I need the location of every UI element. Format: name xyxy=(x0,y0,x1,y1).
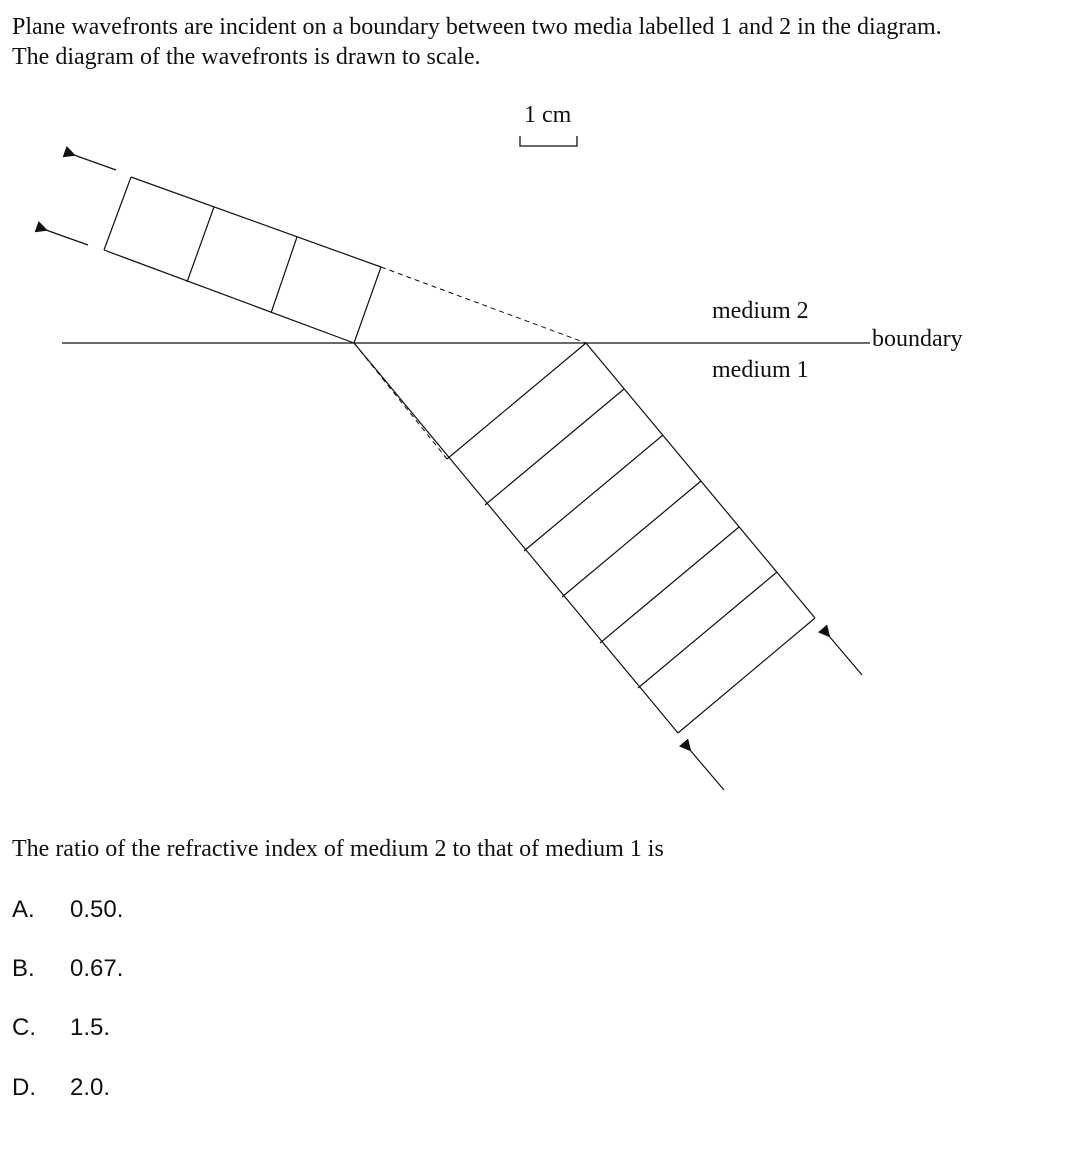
refracted-ray-upper xyxy=(131,177,381,267)
intro-line-2: The diagram of the wavefronts is drawn to scale. xyxy=(12,44,481,70)
refracted-direction-arrow-lower xyxy=(46,230,88,245)
refracted-ray-lower xyxy=(104,250,354,343)
option-value: 2.0. xyxy=(70,1074,111,1101)
incident-wavefront xyxy=(562,481,701,597)
incident-direction-arrow-left xyxy=(690,750,724,790)
refracted-wavefront xyxy=(187,207,214,282)
refracted-wavefronts xyxy=(104,177,381,343)
incident-wavefront xyxy=(638,572,777,688)
incident-ray-right xyxy=(586,343,815,618)
incident-construction-line xyxy=(354,343,447,459)
scale-bar xyxy=(520,136,577,146)
option-d[interactable] xyxy=(12,1073,110,1103)
refracted-direction-arrow-upper xyxy=(74,155,116,170)
incident-wavefront xyxy=(678,618,815,733)
refracted-wavefront xyxy=(354,267,381,343)
question-text: The ratio of the refractive index of medium 2 to that of medium 1 is xyxy=(12,836,664,862)
incident-direction-arrow-right xyxy=(829,636,862,675)
option-value: 1.5. xyxy=(70,1014,111,1041)
option-c[interactable] xyxy=(12,1013,110,1043)
incident-wavefronts xyxy=(354,343,815,733)
boundary-label: boundary xyxy=(872,326,963,352)
refracted-construction-line xyxy=(381,267,586,343)
option-value: 0.50. xyxy=(70,896,124,923)
option-letter: B. xyxy=(12,955,35,982)
intro-line-1: Plane wavefronts are incident on a boundary between two media labelled 1 and 2 in the diagram. xyxy=(12,14,942,40)
incident-wavefront xyxy=(524,435,663,551)
refracted-wavefront xyxy=(271,237,297,313)
option-letter: D. xyxy=(12,1074,36,1101)
refracted-wavefront xyxy=(104,177,131,250)
incident-wavefront xyxy=(600,527,739,643)
option-letter: C. xyxy=(12,1014,36,1041)
medium-1-label: medium 1 xyxy=(712,357,809,383)
option-b[interactable] xyxy=(12,954,123,984)
option-value: 0.67. xyxy=(70,955,124,982)
option-letter: A. xyxy=(12,896,35,923)
medium-2-label: medium 2 xyxy=(712,298,809,324)
scale-label: 1 cm xyxy=(524,102,572,128)
incident-wavefront xyxy=(447,343,586,459)
option-a[interactable] xyxy=(12,895,123,925)
incident-wavefront xyxy=(485,389,624,505)
